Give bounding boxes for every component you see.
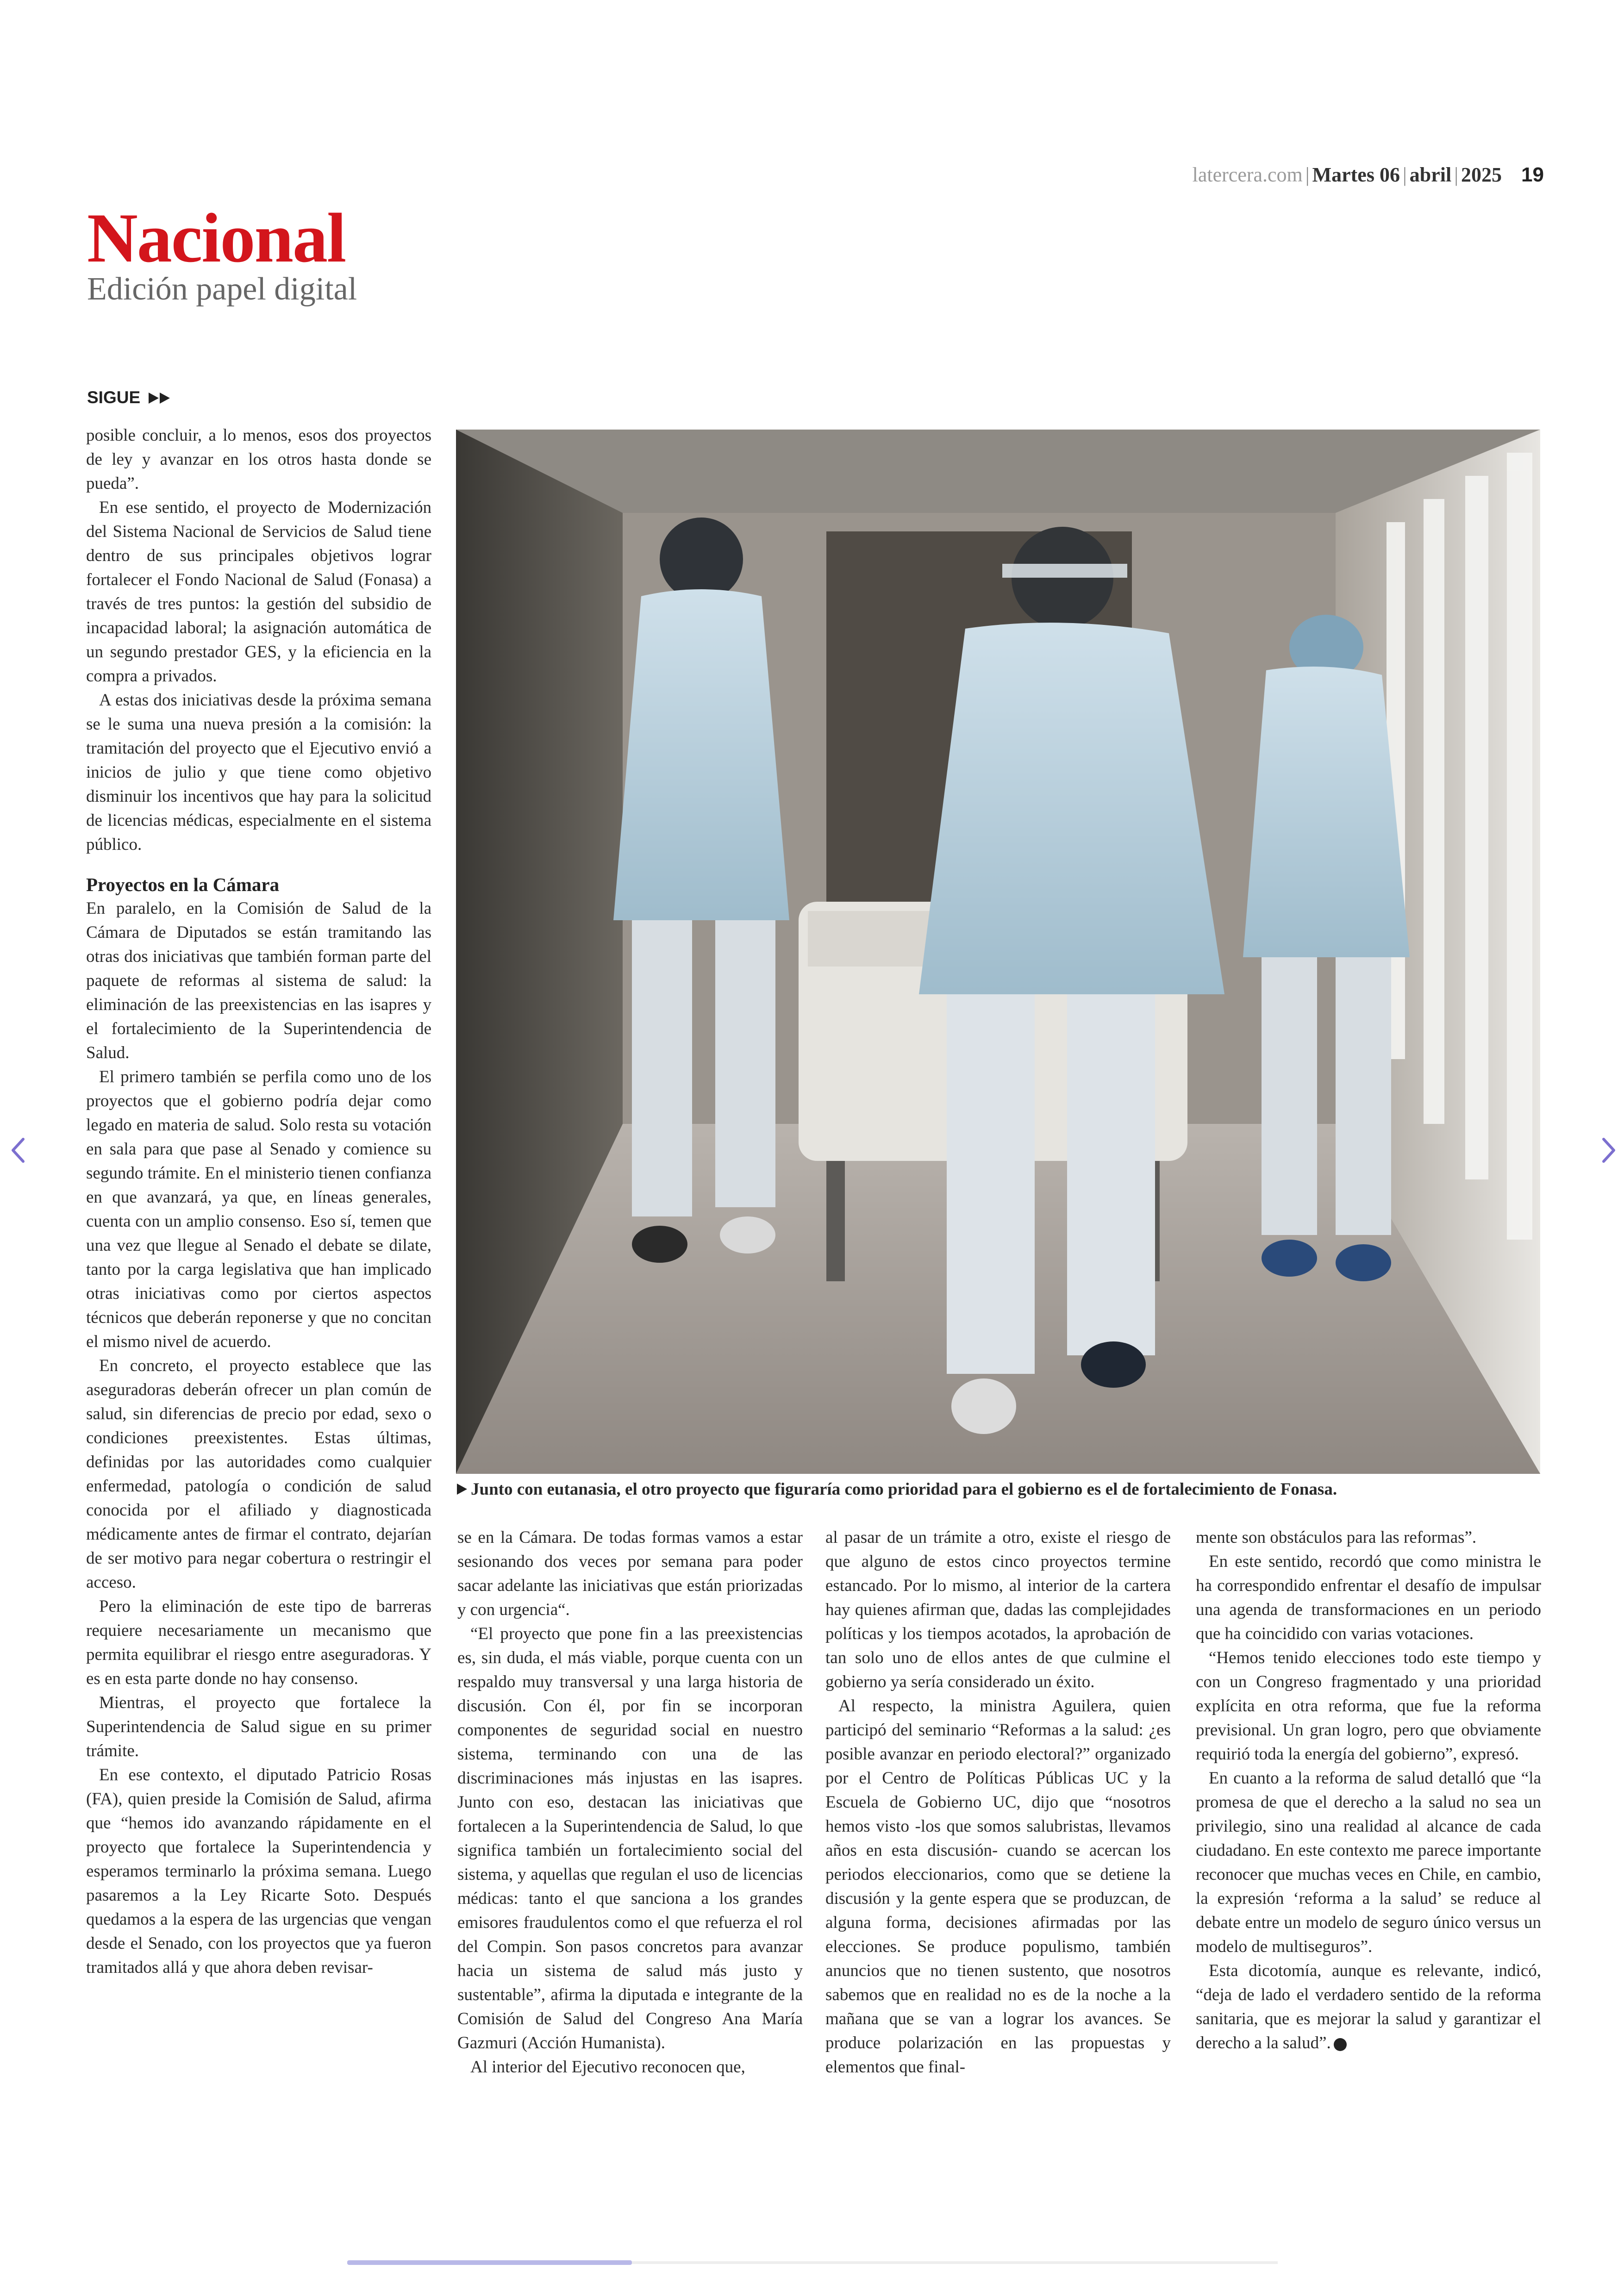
final-paragraph-text: Esta dicotomía, aunque es relevante, indicó, “deja de lado el verdadero sentido de la reforma sanitaria, que es mejorar la salud y garantizar el derecho a la salud”.: [1196, 1961, 1541, 2052]
paragraph: A estas dos iniciativas desde la próxima semana se le suma una nueva presión a la comisión: la tramitación del proyecto que el Ejecutivo envió a inicios de julio y que tiene como objetivo disminuir los incentivos que hay para la solicitud de licencias médicas, especialmente en el sistema público.: [86, 691, 431, 854]
paragraph: se en la Cámara. De todas formas vamos a estar sesionando dos veces por semana para poder sacar adelante las iniciativas que están priorizadas y con urgencia“.: [457, 1528, 803, 1619]
page-number: 19: [1521, 163, 1544, 186]
hospital-corridor-illustration: [456, 430, 1540, 1474]
paragraph: posible concluir, a lo menos, esos dos proyectos de ley y avanzar en los otros hasta donde se pueda”.: [86, 426, 431, 493]
paragraph: Al respecto, la ministra Aguilera, quien participó del seminario “Reformas a la salud: ¿es posible avanzar en periodo electoral?” organizado por el Centro de Políticas Públicas UC y la Escuela de Gobierno UC, dijo que “nosotros hemos visto -los que somos salubristas, llevamos años en esta discusión- cuando se acercan los periodos eleccionarios, como que se detiene la discusión y la gente espera que se produzcan, de alguna forma, decisiones afirmadas por las elecciones. Se produce populismo, también anuncios que no tienen sustento, que nosotros sabemos que en realidad no es de la noche a la mañana que se van a lograr los avances. Se produce polarización en las propuestas y elementos que final-: [825, 1696, 1171, 2077]
subhead: Proyectos en la Cámara: [86, 874, 280, 895]
chevron-right-icon: [1595, 1132, 1623, 1169]
caption-text: Junto con eutanasia, el otro proyecto que figuraría como prioridad para el gobierno es el de fortalecimiento de Fonasa.: [471, 1480, 1337, 1499]
masthead-separator: |: [1305, 163, 1310, 186]
article-column-4: [1196, 1526, 1541, 2146]
paragraph: al pasar de un trámite a otro, existe el riesgo de que alguno de estos cinco proyectos termine estancado. Por lo mismo, al interior de la cartera hay quienes afirman que, dadas las complejidades políticas y los tiempos acotados, la aprobación de tan solo uno de ellos antes de que culmine el gobierno ya sería considerado un éxito.: [825, 1528, 1171, 1691]
section-title: Nacional: [87, 199, 346, 277]
paragraph: En este sentido, recordó que como ministra le ha correspondido enfrentar el desafío de impulsar una agenda de transformaciones en un periodo que ha coincidido con varias votaciones.: [1196, 1552, 1541, 1643]
article-column-2: [457, 1526, 803, 2146]
paragraph: En paralelo, en la Comisión de Salud de la Cámara de Diputados se están tramitando las otras dos iniciativas que también forman parte del paquete de reformas al sistema de salud: la eliminación de las preexistencias en las isapres y el fortalecimiento de la Superintendencia de Salud.: [86, 899, 431, 1062]
site-name: latercera.com: [1192, 163, 1303, 186]
end-mark-icon: [1334, 2038, 1347, 2051]
paragraph: Mientras, el proyecto que fortalece la Superintendencia de Salud sigue en su primer trámite.: [86, 1693, 431, 1760]
paragraph: En ese contexto, el diputado Patricio Rosas (FA), quien preside la Comisión de Salud, afirma que “hemos ido avanzando rápidamente en el proyecto que fortalece la Superintendencia y esperamos terminarlo la próxima semana. Luego pasaremos a la Ley Ricarte Soto. Después quedamos a la espera de las urgencias que vengan desde el Senado, con los proyectos que ya fueron tramitados allá y que ahora deben revisar-: [86, 1765, 431, 1977]
article-photo: [456, 430, 1540, 1474]
paragraph: Pero la eliminación de este tipo de barreras requiere necesariamente un mecanismo que permita equilibrar el riesgo entre aseguradoras. Y es en esta parte donde no hay consenso.: [86, 1597, 431, 1688]
article-column-1: [86, 424, 431, 2145]
masthead-separator: |: [1402, 163, 1407, 186]
masthead: [1150, 163, 1544, 187]
paragraph: Al interior del Ejecutivo reconocen que,: [470, 2058, 745, 2077]
date-month: abril: [1409, 163, 1452, 186]
paragraph: “Hemos tenido elecciones todo este tiempo y con un Congreso fragmentado y una prioridad explícita en otra reforma, que fue la reforma previsional. Un gran logro, pero que obviamente requirió toda la energía del gobierno”, expresó.: [1196, 1648, 1541, 1764]
play-triangle-icon: [456, 1483, 468, 1496]
date-day: Martes 06: [1312, 163, 1400, 186]
article-column-3: [825, 1526, 1171, 2146]
paragraph: mente son obstáculos para las reformas”.: [1196, 1528, 1477, 1547]
paragraph: En concreto, el proyecto establece que las aseguradoras deberán ofrecer un plan común de salud, sin diferencias de precio por edad, sexo o condiciones preexistentes. Estas últimas, definidas por las autoridades como cualquier enfermedad, patología o condición de salud conocida por el afiliado y diagnosticada médicamente antes de firmar el contrato, dejarían de ser motivo para negar cobertura o restringir el acceso.: [86, 1356, 431, 1592]
paragraph: En cuanto a la reforma de salud detalló que “la promesa de que el derecho a la salud no sea un privilegio, sino una realidad al alcance de cada ciudadano. En este contexto me parece importante reconocer que muchas veces en Chile, en cambio, la expresión ‘reforma a la salud’ se reduce al debate entre un modelo de seguro único versus un modelo de multiseguros”.: [1196, 1769, 1541, 1956]
paragraph: En ese sentido, el proyecto de Modernización del Sistema Nacional de Servicios de Salud tiene dentro de sus principales objetivos lograr fortalecer el Fondo Nacional de Salud (Fonasa) a través de tres puntos: la gestión del subsidio de incapacidad laboral; la asignación automática de un segundo prestador GES, y la eficiencia en la compra a privados.: [86, 498, 431, 686]
double-play-icon: [148, 392, 173, 405]
masthead-separator: |: [1454, 163, 1459, 186]
date-year: 2025: [1461, 163, 1502, 186]
next-page-button[interactable]: [1595, 1132, 1623, 1169]
paragraph: El primero también se perfila como uno de los proyectos que el gobierno podría dejar como legado en materia de salud. Solo resta su votación en sala para que pase al Senado y comience su segundo trámite. En el ministerio tienen confianza en que avanzará, ya que, en líneas generales, cuenta con un amplio consenso. Eso sí, temen que una vez que llegue al Senado el debate se dilate, tanto por la carga legislativa que han implicado otras iniciativas como por ciertos aspectos técnicos que deberán reponerse y que no concitan el mismo nivel de acuerdo.: [86, 1067, 431, 1351]
scroll-thumb[interactable]: [347, 2260, 632, 2265]
sigue-text: SIGUE: [87, 388, 141, 407]
chevron-left-icon: [4, 1132, 31, 1169]
paragraph: [1196, 1959, 1541, 2055]
sigue-label: [87, 388, 173, 407]
previous-page-button[interactable]: [4, 1132, 31, 1169]
section-subtitle: Edición papel digital: [87, 271, 357, 307]
paragraph: “El proyecto que pone fin a las preexistencias es, sin duda, el más viable, porque cuenta con un respaldo muy transversal y una larga historia de discusión. Con él, por fin se incorporan componentes de seguridad social en nuestro sistema, terminando con una de las discriminaciones más injustas en las isapres. Junto con eso, destacan las iniciativas que fortalecen a la Superintendencia de Salud, lo que significa también un fortalecimiento social del sistema, y aquellas que regulan el uso de licencias médicas: tanto el que sanciona a los grandes emisores fraudulentos como el que refuerza el rol del Compin. Son pasos concretos para avanzar hacia un sistema de salud más justo y sustentable”, afirma la diputada e integrante de la Comisión de Salud del Congreso Ana María Gazmuri (Acción Humanista).: [457, 1624, 803, 2052]
photo-caption: [456, 1479, 1540, 1499]
